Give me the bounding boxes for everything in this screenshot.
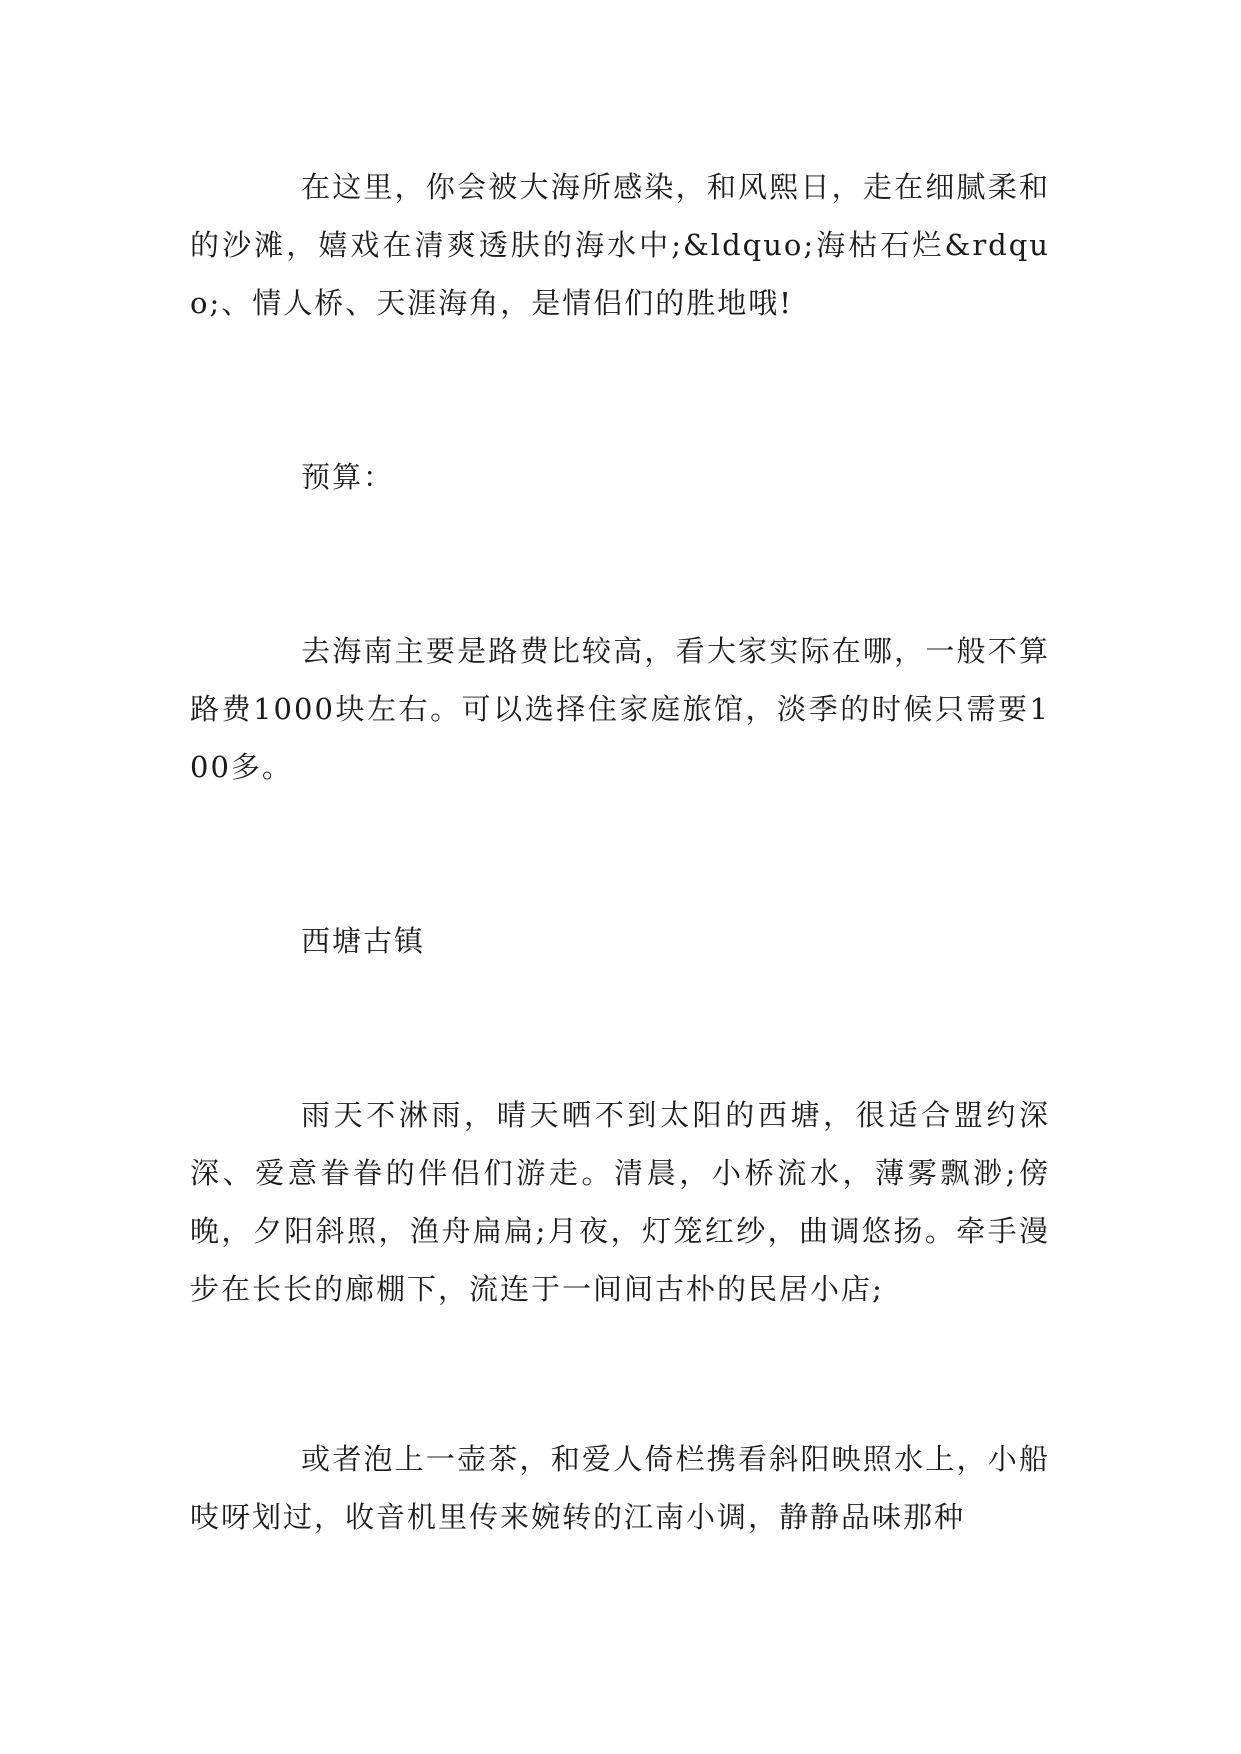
paragraph-hainan-description: 在这里，你会被大海所感染，和风熙日，走在细腻柔和的沙滩，嬉戏在清爽透肤的海水中;&ldquo;海枯石烂&rdquo;、情人桥、天涯海角，是情侣们的胜地哦! [190,170,1050,320]
paragraph-budget-heading: 预算： [301,460,395,494]
paragraph-budget-details: 去海南主要是路费比较高，看大家实际在哪，一般不算路费1000块左右。可以选择住家庭旅馆，淡季的时候只需要100多。 [190,634,1050,784]
paragraph-xitang-tea: 或者泡上一壶茶，和爱人倚栏携看斜阳映照水上，小船吱呀划过，收音机里传来婉转的江南小调，静静品味那种 [190,1442,1050,1534]
paragraph-xitang-description: 雨天不淋雨，晴天晒不到太阳的西塘，很适合盟约深深、爱意眷眷的伴侣们游走。清晨，小桥流水，薄雾飘渺;傍晚，夕阳斜照，渔舟扁扁;月夜，灯笼红纱，曲调悠扬。牵手漫步在长长的廊棚下，流连于一间间古朴的民居小店; [190,1098,1050,1306]
paragraph-xitang-heading: 西塘古镇 [301,924,426,958]
